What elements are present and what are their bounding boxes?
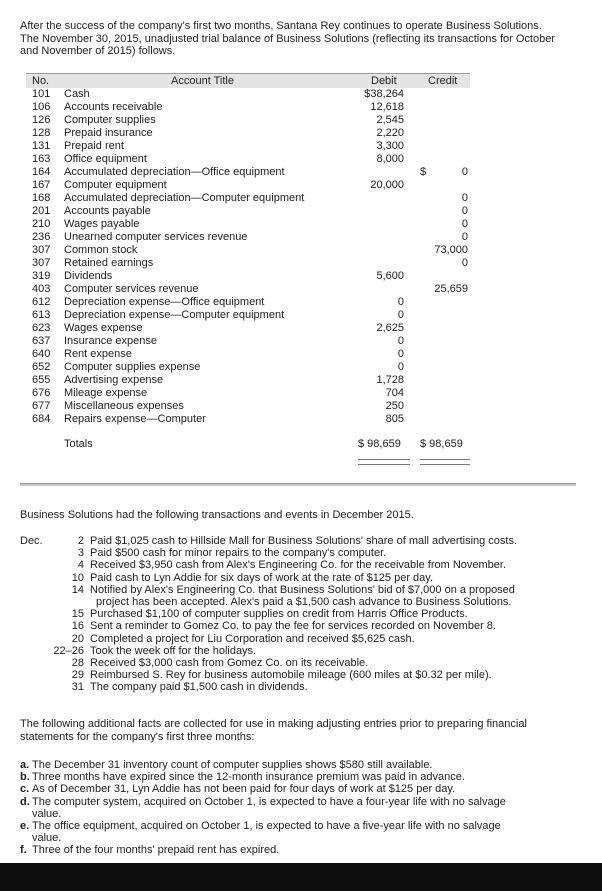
table-row <box>26 218 470 231</box>
table-row <box>26 127 470 140</box>
account-number: 677 <box>32 400 51 412</box>
account-number: 655 <box>32 374 51 386</box>
transaction-text: Paid $500 cash for minor repairs to the company's computer. <box>90 547 387 560</box>
fact-item <box>20 832 576 844</box>
table-body <box>26 88 470 426</box>
table-row <box>26 309 470 322</box>
account-number: 128 <box>32 127 51 139</box>
bottom-bar <box>0 863 602 891</box>
table-row <box>26 166 470 179</box>
table-row <box>26 283 470 296</box>
table-row <box>26 413 470 426</box>
account-number: 126 <box>32 114 51 126</box>
fact-text: The December 31 inventory count of computer supplies shows $580 still available. <box>32 759 433 771</box>
account-title: Accounts payable <box>64 205 151 217</box>
header-no: No. <box>32 75 50 87</box>
fact-item <box>20 783 576 795</box>
transaction-item <box>20 633 580 645</box>
table-row <box>26 88 470 101</box>
fact-letter: c. <box>20 783 30 796</box>
debit-value: 704 <box>385 387 404 399</box>
table-row <box>26 374 470 387</box>
debit-value: 250 <box>385 400 404 412</box>
table-row <box>26 296 470 309</box>
transaction-item <box>20 669 580 681</box>
debit-value: 5,600 <box>376 270 404 282</box>
account-number: 612 <box>32 296 51 308</box>
account-title: Repairs expense—Computer <box>64 413 206 425</box>
fact-item <box>20 759 576 771</box>
fact-item <box>20 844 576 856</box>
fact-item <box>20 820 576 832</box>
trial-balance-table <box>26 73 470 452</box>
account-number: 640 <box>32 348 51 360</box>
account-title: Wages payable <box>64 218 140 230</box>
debit-value: 0 <box>397 335 404 347</box>
debit-value: 2,545 <box>376 114 404 126</box>
transaction-day: 16 <box>71 620 84 633</box>
fact-item <box>20 808 576 820</box>
transaction-day: 31 <box>71 681 84 694</box>
header-debit: Debit <box>371 75 397 87</box>
totals-debit-double-underline <box>358 459 410 465</box>
transaction-text: Purchased $1,100 of computer supplies on credit from Harris Office Products. <box>90 608 468 621</box>
transaction-text: Took the week off for the holidays. <box>90 644 257 657</box>
account-number: 684 <box>32 413 51 425</box>
transaction-text: Received $3,000 cash from Gomez Co. on its receivable. <box>90 656 369 669</box>
transaction-day: 10 <box>71 571 84 584</box>
fact-letter: b. <box>20 771 30 784</box>
transaction-day: 3 <box>77 547 84 560</box>
debit-value: 8,000 <box>376 153 404 165</box>
account-title: Computer services revenue <box>64 283 199 295</box>
transaction-day: 28 <box>71 656 84 669</box>
account-title: Retained earnings <box>64 257 154 269</box>
facts-intro: The following additional facts are collected for use in making adjusting entries prior to preparing financial statements for the company's first three months: <box>20 718 527 743</box>
account-number: 676 <box>32 387 51 399</box>
debit-value: 1,728 <box>376 374 404 386</box>
account-title: Unearned computer services revenue <box>64 231 248 243</box>
account-title: Rent expense <box>64 348 132 360</box>
fact-text: value. <box>32 807 62 820</box>
fact-item <box>20 771 576 783</box>
transaction-item <box>20 645 580 657</box>
table-row <box>26 348 470 361</box>
account-number: 164 <box>32 166 51 178</box>
debit-value: 805 <box>385 413 404 425</box>
account-number: 106 <box>32 101 51 113</box>
account-title: Depreciation expense—Computer equipment <box>64 309 285 321</box>
table-row <box>26 101 470 114</box>
transaction-item <box>20 608 580 620</box>
debit-value: 12,618 <box>370 101 404 113</box>
account-number: 101 <box>32 88 51 100</box>
table-row <box>26 231 470 244</box>
transaction-text: project has been accepted. Alex's paid a $1,500 cash advance to Business Solutions. <box>96 595 512 608</box>
account-number: 163 <box>32 153 51 165</box>
table-row <box>26 140 470 153</box>
credit-value: 0 <box>461 218 468 230</box>
account-title: Accumulated depreciation—Office equipment <box>64 166 285 178</box>
account-number: 652 <box>32 361 51 373</box>
account-number: 307 <box>32 244 51 256</box>
fact-text: Three of the four months' prepaid rent has expired. <box>32 844 280 857</box>
transaction-text: Received $3,950 cash from Alex's Engineering Co. for the receivable from November. <box>90 559 507 572</box>
header-credit: Credit <box>428 75 458 87</box>
transaction-month: Dec. <box>20 535 43 547</box>
account-number: 319 <box>32 270 51 282</box>
credit-value: 0 <box>461 166 468 178</box>
transaction-item <box>20 681 580 693</box>
account-title: Insurance expense <box>64 335 157 347</box>
debit-value: $38,264 <box>364 88 404 100</box>
account-number: 307 <box>32 257 51 269</box>
account-title: Miscellaneous expenses <box>64 400 184 412</box>
transaction-day: 20 <box>71 632 84 645</box>
transaction-text: Notified by Alex's Engineering Co. that Business Solutions' bid of $7,000 on a proposed <box>90 583 515 596</box>
account-number: 637 <box>32 335 51 347</box>
account-number: 131 <box>32 140 51 152</box>
transaction-item <box>20 547 580 559</box>
table-row <box>26 114 470 127</box>
table-row <box>26 335 470 348</box>
credit-value: 0 <box>461 257 468 269</box>
debit-value: 3,300 <box>376 140 404 152</box>
totals-label: Totals <box>64 438 93 450</box>
account-number: 167 <box>32 179 51 191</box>
credit-value: 73,000 <box>434 244 468 256</box>
table-row <box>26 244 470 257</box>
table-row <box>26 387 470 400</box>
header-account-title: Account Title <box>171 75 234 87</box>
account-title: Cash <box>64 88 90 100</box>
fact-letter: f. <box>20 844 27 857</box>
fact-item <box>20 796 576 808</box>
transaction-item <box>20 596 580 608</box>
account-title: Mileage expense <box>64 387 148 399</box>
account-number: 236 <box>32 231 51 243</box>
debit-value: 0 <box>397 361 404 373</box>
account-title: Advertising expense <box>64 374 164 386</box>
transaction-item <box>20 584 580 596</box>
account-number: 403 <box>32 283 51 295</box>
fact-text: Three months have expired since the 12-month insurance premium was paid in advance. <box>32 771 465 784</box>
table-row <box>26 192 470 205</box>
account-title: Depreciation expense—Office equipment <box>64 296 265 308</box>
transaction-item <box>20 535 580 547</box>
account-title: Accounts receivable <box>64 101 163 113</box>
account-number: 210 <box>32 218 51 230</box>
account-title: Computer supplies expense <box>64 361 201 373</box>
transaction-text: Paid cash to Lyn Addie for six days of work at the rate of $125 per day. <box>90 571 434 584</box>
fact-text: As of December 31, Lyn Addie has not been paid for four days of work at $125 per day. <box>32 783 456 796</box>
debit-value: 2,625 <box>376 322 404 334</box>
transaction-text: Reimbursed S. Rey for business automobile mileage (600 miles at $0.32 per mile). <box>90 669 492 682</box>
table-row <box>26 179 470 192</box>
account-title: Computer supplies <box>64 114 156 126</box>
account-title: Wages expense <box>64 322 143 334</box>
account-number: 613 <box>32 309 51 321</box>
totals-row <box>26 438 470 452</box>
fact-letter: d. <box>20 795 30 808</box>
account-title: Prepaid insurance <box>64 127 153 139</box>
account-number: 168 <box>32 192 51 204</box>
transaction-day: 29 <box>71 669 84 682</box>
transactions-list <box>20 535 580 693</box>
debit-value: 2,220 <box>376 127 404 139</box>
credit-value: 0 <box>461 192 468 204</box>
account-title: Common stock <box>64 244 138 256</box>
facts-list <box>20 759 576 857</box>
totals-debit: $ 98,659 <box>358 438 401 450</box>
transaction-item <box>20 620 580 632</box>
account-title: Dividends <box>64 270 113 282</box>
transaction-day: 15 <box>71 608 84 621</box>
transaction-text: The company paid $1,500 cash in dividends. <box>90 681 308 694</box>
account-title: Office equipment <box>64 153 147 165</box>
table-row <box>26 361 470 374</box>
account-number: 201 <box>32 205 51 217</box>
transaction-item <box>20 657 580 669</box>
account-title: Computer equipment <box>64 179 167 191</box>
fact-text: value. <box>32 832 62 845</box>
transaction-day: 14 <box>71 583 84 596</box>
section-divider <box>20 483 576 486</box>
debit-value: 0 <box>397 309 404 321</box>
fact-letter: e. <box>20 819 30 832</box>
table-row <box>26 400 470 413</box>
fact-letter: a. <box>20 759 30 771</box>
transaction-day: 4 <box>77 559 84 572</box>
account-title: Accumulated depreciation—Computer equipment <box>64 192 305 204</box>
credit-dollar-sign: $ <box>420 166 427 178</box>
table-row <box>26 322 470 335</box>
table-row <box>26 257 470 270</box>
account-number: 623 <box>32 322 51 334</box>
transaction-day: 2 <box>77 535 84 547</box>
table-row <box>26 270 470 283</box>
totals-credit-double-underline <box>420 459 470 465</box>
transaction-text: Paid $1,025 cash to Hillside Mall for Business Solutions' share of mall advertising costs. <box>90 535 518 547</box>
intro-paragraph: After the success of the company's first two months, Santana Rey continues to operate Business Solutions. The November 30, 2015, unadjusted trial balance of Business Solutions (reflecting its transactions for October and November of 2015) follows. <box>20 20 556 57</box>
transactions-intro: Business Solutions had the following transactions and events in December 2015. <box>20 509 414 521</box>
fact-text: The computer system, acquired on October 1, is expected to have a four-year life with no salvage <box>32 795 506 808</box>
table-row <box>26 205 470 218</box>
fact-text: The office equipment, acquired on October 1, is expected to have a five-year life with no salvage <box>32 819 501 832</box>
credit-value: 0 <box>461 231 468 243</box>
transaction-text: Sent a reminder to Gomez Co. to pay the fee for services recorded on November 8. <box>90 620 496 633</box>
debit-value: 0 <box>397 348 404 360</box>
table-row <box>26 153 470 166</box>
table-header <box>26 73 470 88</box>
transaction-item <box>20 559 580 571</box>
transaction-item <box>20 572 580 584</box>
totals-credit: $ 98,659 <box>420 438 463 450</box>
transaction-day: 22–26 <box>53 644 84 657</box>
credit-value: 0 <box>461 205 468 217</box>
transaction-text: Completed a project for Liu Corporation and received $5,625 cash. <box>90 632 415 645</box>
credit-value: 25,659 <box>434 283 468 295</box>
account-title: Prepaid rent <box>64 140 124 152</box>
debit-value: 0 <box>397 296 404 308</box>
debit-value: 20,000 <box>370 179 404 191</box>
